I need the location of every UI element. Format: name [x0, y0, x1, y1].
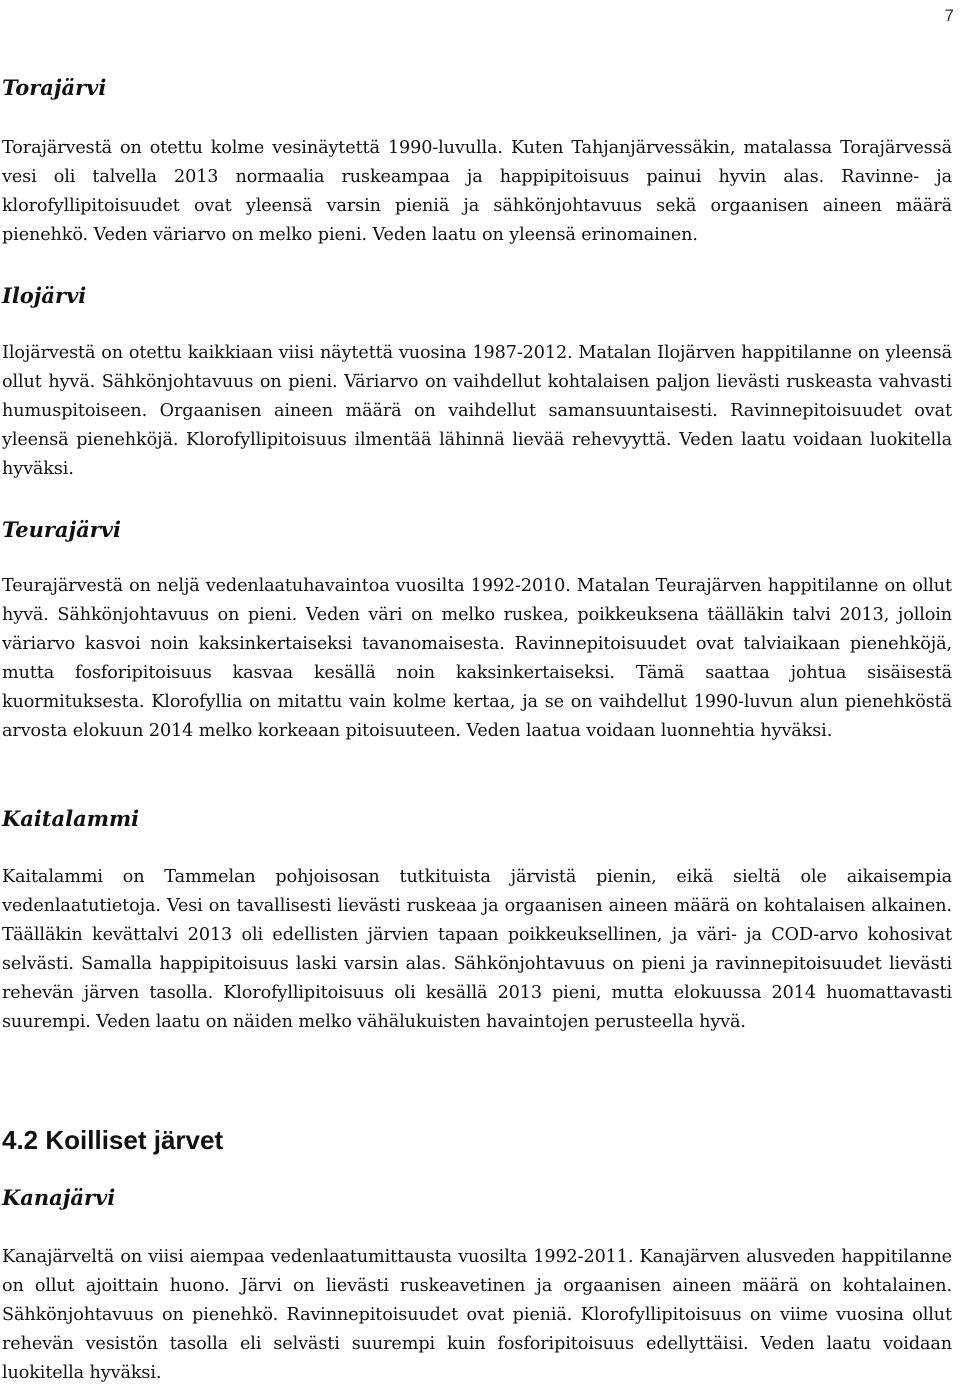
section-heading-torajarvi: Torajärvi	[2, 75, 107, 100]
section-heading-kanajarvi: Kanajärvi	[2, 1185, 116, 1210]
section-text-teurajarvi: Teurajärvestä on neljä vedenlaatuhavaintoa vuosilta 1992-2010. Matalan Teurajärven happitilanne on ollut hyvä. Sähkönjohtavuus on pieni. Veden väri on melko ruskea, poikkeuksena täälläkin talvi 2013, jolloin väriarvo kasvoi noin kaksinkertaiseksi tavanomaisesta. Ravinnepitoisuudet ovat talviaikaan pienehköjä, mutta fosforipitoisuus kasvaa kesällä noin kaksinkertaiseksi. Tämä saattaa johtua sisäisestä kuormituksesta. Klorofyllia on mitattu vain kolme kertaa, ja se on vaihdellut 1990-luvun alun pienehköstä arvosta elokuun 2014 melko korkeaan pitoisuuteen. Veden laatua voidaan luonnehtia hyväksi.	[2, 576, 952, 741]
section-text-kanajarvi: Kanajärveltä on viisi aiempaa vedenlaatumittausta vuosilta 1992-2011. Kanajärven alusveden happitilanne on ollut ajoittain huono. Järvi on lievästi ruskeavetinen ja orgaanisen aineen määrä on kohtalainen. Sähkönjohtavuus on pienehkö. Ravinnepitoisuudet ovat pieniä. Klorofyllipitoisuus on viime vuosina ollut rehevän vesistön tasolla eli selvästi suurempi kuin fosforipitoisuus edellyttäisi. Veden laatu voidaan luokitella hyväksi.	[2, 1247, 952, 1383]
section-heading-kaitalammi: Kaitalammi	[2, 806, 140, 831]
section-heading-teurajarvi: Teurajärvi	[2, 517, 121, 542]
page-number: 7	[944, 6, 954, 25]
section-heading-ilojarvi: Ilojärvi	[2, 283, 87, 308]
section-text-kaitalammi: Kaitalammi on Tammelan pohjoisosan tutkituista järvistä pienin, eikä sieltä ole aikaisempia vedenlaatutietoja. Vesi on tavallisesti lievästi ruskeaa ja orgaanisen aineen määrä on kohtalaisen alkainen. Täälläkin kevättalvi 2013 oli edellisten järvien tapaan poikkeuksellinen, ja väri- ja COD-arvo kohosivat selvästi. Samalla happipitoisuus laski varsin alas. Sähkönjohtavuus on pieni ja ravinnepitoisuudet lievästi rehevän järven tasolla. Klorofyllipitoisuus oli kesällä 2013 pieni, mutta elokuussa 2014 huomattavasti suurempi. Veden laatu on näiden melko vähälukuisten havaintojen perusteella hyvä.	[2, 867, 952, 1032]
section-text-ilojarvi: Ilojärvestä on otettu kaikkiaan viisi näytettä vuosina 1987-2012. Matalan Ilojärven happitilanne on yleensä ollut hyvä. Sähkönjohtavuus on pieni. Väriarvo on vaihdellut kohtalaisen paljon lievästi ruskeasta vahvasti humuspitoiseen. Orgaanisen aineen määrä on vaihdellut samansuuntaisesti. Ravinnepitoisuudet ovat yleensä pienehköjä. Klorofyllipitoisuus ilmentää lähinnä lievää rehevyyttä. Veden laatu voidaan luokitella hyväksi.	[2, 343, 952, 479]
section-text-torajarvi: Torajärvestä on otettu kolme vesinäytettä 1990-luvulla. Kuten Tahjanjärvessäkin, matalassa Torajärvessä vesi oli talvella 2013 normaalia ruskeampaa ja happipitoisuus painui hyvin alas. Ravinne- ja klorofyllipitoisuudet ovat yleensä varsin pieniä ja sähkönjohtavuus sekä orgaanisen aineen määrä pienehkö. Veden väriarvo on melko pieni. Veden laatu on yleensä erinomainen.	[2, 138, 952, 245]
chapter-heading: 4.2 Koilliset järvet	[2, 1125, 224, 1155]
